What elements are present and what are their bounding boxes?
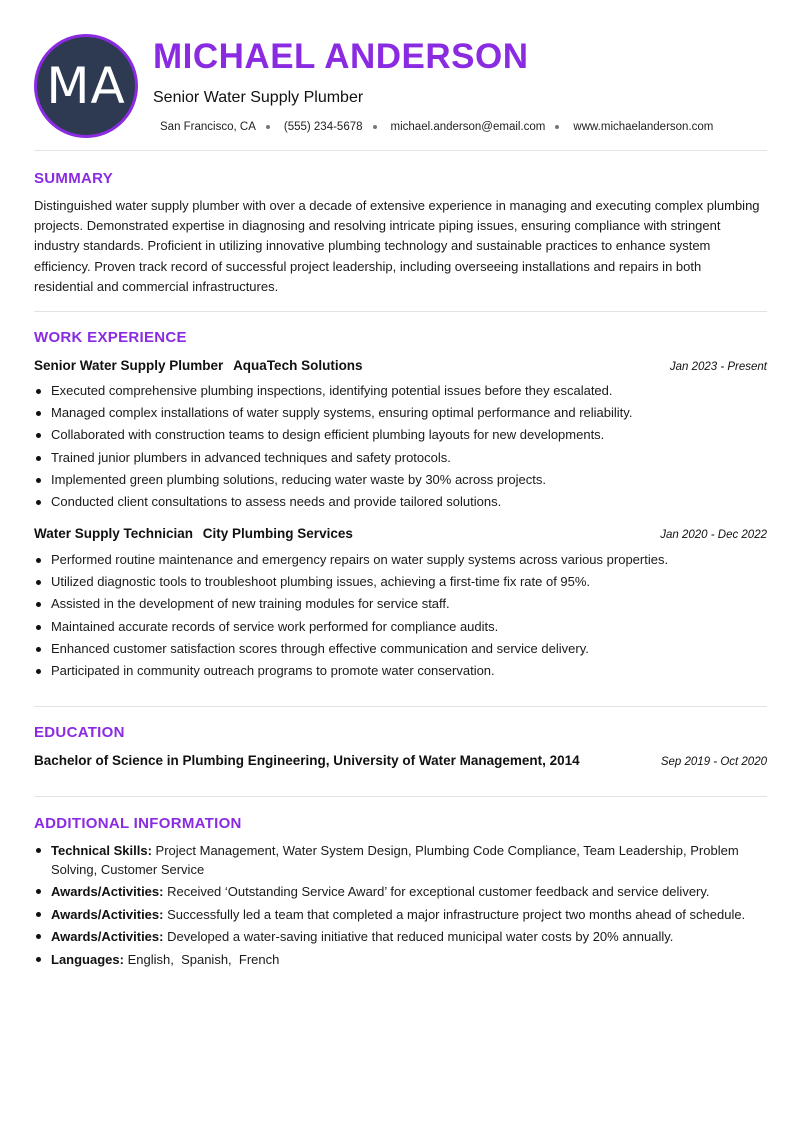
job-company: City Plumbing Services <box>202 526 353 541</box>
job-role: Senior Water Supply Plumber <box>34 358 224 373</box>
item-text: English, Spanish, French <box>127 952 280 968</box>
item-text: Successfully led a team that completed a major infrastructure project two months ahead of schedule. <box>167 906 746 922</box>
summary-heading: SUMMARY <box>34 170 114 187</box>
job-bullets <box>34 380 767 513</box>
candidate-name: MICHAEL ANDERSON <box>153 37 529 76</box>
job-company: AquaTech Solutions <box>233 358 363 373</box>
list-item: Trained junior plumbers in advanced techniques and safety protocols. <box>34 447 767 469</box>
list-item: Managed complex installations of water supply systems, ensuring optimal performance and reliability. <box>34 402 767 424</box>
list-item <box>34 882 774 901</box>
education-dates: Sep 2019 - Oct 2020 <box>660 756 767 768</box>
separator-dot-icon <box>555 125 559 129</box>
list-item: Conducted client consultations to assess needs and provide tailored solutions. <box>34 491 767 513</box>
list-item: Performed routine maintenance and emergency repairs on water supply systems across various properties. <box>34 549 767 571</box>
headline: Senior Water Supply Plumber <box>153 89 364 106</box>
job-header <box>34 526 767 541</box>
divider <box>34 796 767 797</box>
divider <box>34 311 767 312</box>
contact-location: San Francisco, CA <box>160 121 256 133</box>
list-item: Implemented green plumbing solutions, reducing water waste by 30% across projects. <box>34 469 767 491</box>
list-item <box>34 927 774 946</box>
separator-dot-icon <box>266 125 270 129</box>
education-entry <box>34 753 767 768</box>
item-text: Received ‘Outstanding Service Award’ for exceptional customer feedback and service delivery. <box>167 884 710 900</box>
additional-info-heading: ADDITIONAL INFORMATION <box>34 815 242 832</box>
item-text: Project Management, Water System Design, Plumbing Code Compliance, Team Leadership, Problem Solving, Customer Service <box>51 843 739 877</box>
divider <box>34 706 767 707</box>
list-item <box>34 841 774 879</box>
job-bullets <box>34 549 767 682</box>
job-dates: Jan 2023 - Present <box>669 361 767 373</box>
list-item: Assisted in the development of new training modules for service staff. <box>34 593 767 615</box>
work-experience-heading: WORK EXPERIENCE <box>34 329 187 346</box>
item-label: Awards/Activities: <box>51 906 164 922</box>
contact-website[interactable]: www.michaelanderson.com <box>573 121 714 133</box>
item-label: Awards/Activities: <box>51 884 164 900</box>
item-text: Developed a water-saving initiative that reduced municipal water costs by 20% annually. <box>167 929 674 945</box>
item-label: Technical Skills: <box>51 843 152 858</box>
separator-dot-icon <box>373 125 377 129</box>
list-item: Utilized diagnostic tools to troubleshoot plumbing issues, achieving a first-time fix rate of 95%. <box>34 571 767 593</box>
contact-bar <box>160 121 713 133</box>
item-label: Languages: <box>51 952 124 968</box>
list-item: Executed comprehensive plumbing inspections, identifying potential issues before they escalated. <box>34 380 767 402</box>
contact-phone: (555) 234-5678 <box>283 121 363 133</box>
list-item <box>34 905 774 924</box>
list-item: Collaborated with construction teams to design efficient plumbing layouts for new developments. <box>34 424 767 446</box>
item-label: Awards/Activities: <box>51 929 164 945</box>
job-header <box>34 358 767 373</box>
divider <box>34 150 767 151</box>
education-heading: EDUCATION <box>34 724 125 741</box>
job-role: Water Supply Technician <box>34 526 194 541</box>
job-dates: Jan 2020 - Dec 2022 <box>660 529 767 541</box>
list-item: Enhanced customer satisfaction scores through effective communication and service delivery. <box>34 638 767 660</box>
list-item: Maintained accurate records of service work performed for compliance audits. <box>34 616 767 638</box>
summary-text: Distinguished water supply plumber with over a decade of extensive experience in managing and executing complex plumbing projects. Demonstrated expertise in diagnosing and resolving intricate piping issues, ensuring compliance with stringent industry standards. Proficient in utilizing innovative plumbing technology and sustainable practices to enhance system efficiency. Proven track record of successful project leadership, including overseeing installations and repairs in both residential and commercial infrastructures. <box>34 198 760 294</box>
additional-info-list <box>34 841 774 973</box>
list-item <box>34 950 774 969</box>
avatar-initials: MA <box>46 57 126 115</box>
avatar <box>34 34 138 138</box>
contact-email[interactable]: michael.anderson@email.com <box>390 121 546 133</box>
list-item: Participated in community outreach programs to promote water conservation. <box>34 660 767 682</box>
education-degree: Bachelor of Science in Plumbing Engineering, University of Water Management, 2014 <box>34 753 580 768</box>
